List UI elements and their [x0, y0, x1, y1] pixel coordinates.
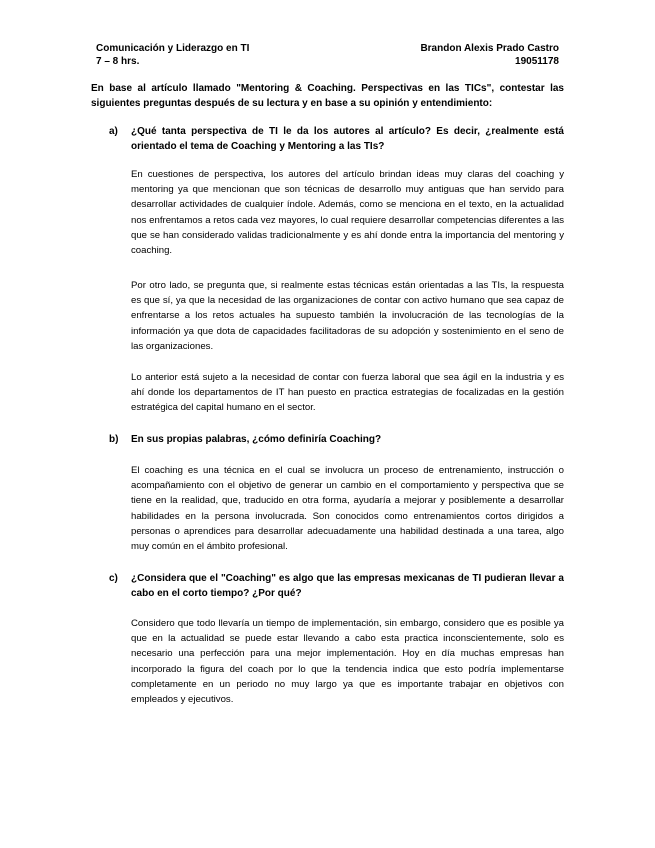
- course-title: Comunicación y Liderazgo en TI: [96, 43, 250, 54]
- duration: 7 – 8 hrs.: [96, 56, 140, 67]
- question-a: [109, 124, 564, 154]
- answer-a-p1: [131, 167, 564, 258]
- question-text: En sus propias palabras, ¿cómo definiría Coaching?: [131, 434, 382, 445]
- question-text: ¿Qué tanta perspectiva de TI le da los autores al artículo? Es decir, ¿realmente está orientado el tema de Coaching y Mentoring a las TIs?: [131, 126, 564, 152]
- answer-b-p1: [131, 463, 564, 554]
- question-letter: c): [109, 573, 118, 584]
- answer-c-p1: [131, 616, 564, 707]
- header-left: [96, 42, 249, 68]
- header-right: [420, 42, 559, 68]
- author-name: Brandon Alexis Prado Castro: [420, 43, 559, 54]
- question-text: ¿Considera que el "Coaching" es algo que las empresas mexicanas de TI pudieran llevar a cabo en el corto tiempo? ¿Por qué?: [131, 573, 564, 599]
- answer-a-p3: [131, 370, 564, 416]
- answer-paragraph: Por otro lado, se pregunta que, si realmente estas técnicas están orientadas a las TIs, la respuesta es que sí, ya que la necesidad de las organizaciones de contar con activo humano que sea capaz de enfrentarse a los retos actuales ha supuesto también la involucración de las tecnologías de la información ya que dota de capacidades facilitadoras de su adopción y sostenimiento en el seno de las organizaciones.: [131, 280, 564, 352]
- question-letter: a): [109, 126, 118, 137]
- answer-a-p2: [131, 278, 564, 354]
- question-letter: b): [109, 434, 119, 445]
- question-b: [109, 432, 564, 447]
- answer-paragraph: En cuestiones de perspectiva, los autores del artículo brindan ideas muy claras del coaching y mentoring ya que mencionan que son técnicas de desarrollo muy antiguas que han servido para desarrollar actividades de cualquier índole. Además, como se menciona en el texto, en la actualidad nos enfrentamos a retos cada vez mayores, lo cual requiere desarrollar competencias diferentes a las que se han considerado validas tradicionalmente y es ahí donde entra la importancia del mentoring y coaching.: [131, 169, 564, 257]
- answer-paragraph: El coaching es una técnica en el cual se involucra un proceso de entrenamiento, instrucción o acompañamiento con el objetivo de generar un cambio en el comportamiento y perspectiva que se tiene en la realidad, que, traducido en otra forma, ayudaría a mejorar y posiblemente a desarrollar habilidades en la persona involucrada. Son conocidos como entrenamientos cortos dirigidos a personas o aprendices para desarrollar adecuadamente una habilidad destinada a una tarea, algo muy común en el ámbito profesional.: [131, 465, 564, 553]
- question-c: [109, 571, 564, 601]
- answer-paragraph: Lo anterior está sujeto a la necesidad de contar con fuerza laboral que sea ágil en la industria y es ahí donde los departamentos de IT han puesto en practica estrategias de focalizadas en la gestión estratégica del capital humano en el sector.: [131, 372, 564, 414]
- student-id: 19051178: [515, 56, 559, 67]
- intro-paragraph: En base al artículo llamado "Mentoring & Coaching. Perspectivas en las TICs", contestar las siguientes preguntas después de su lectura y en base a su opinión y entendimiento:: [91, 83, 564, 109]
- answer-paragraph: Considero que todo llevaría un tiempo de implementación, sin embargo, considero que es posible ya que en la actualidad se puede estar llevando a cabo esta practica inconscientemente, solo es necesario una perfección para una mejor implementación. Hoy en día muchas empresas han incorporado la figura del coach por lo que la tendencia indica que esto podría implementarse completamente en un periodo no muy largo ya que es importante trabajar en objetivos con empleados y ejecutivos.: [131, 618, 564, 706]
